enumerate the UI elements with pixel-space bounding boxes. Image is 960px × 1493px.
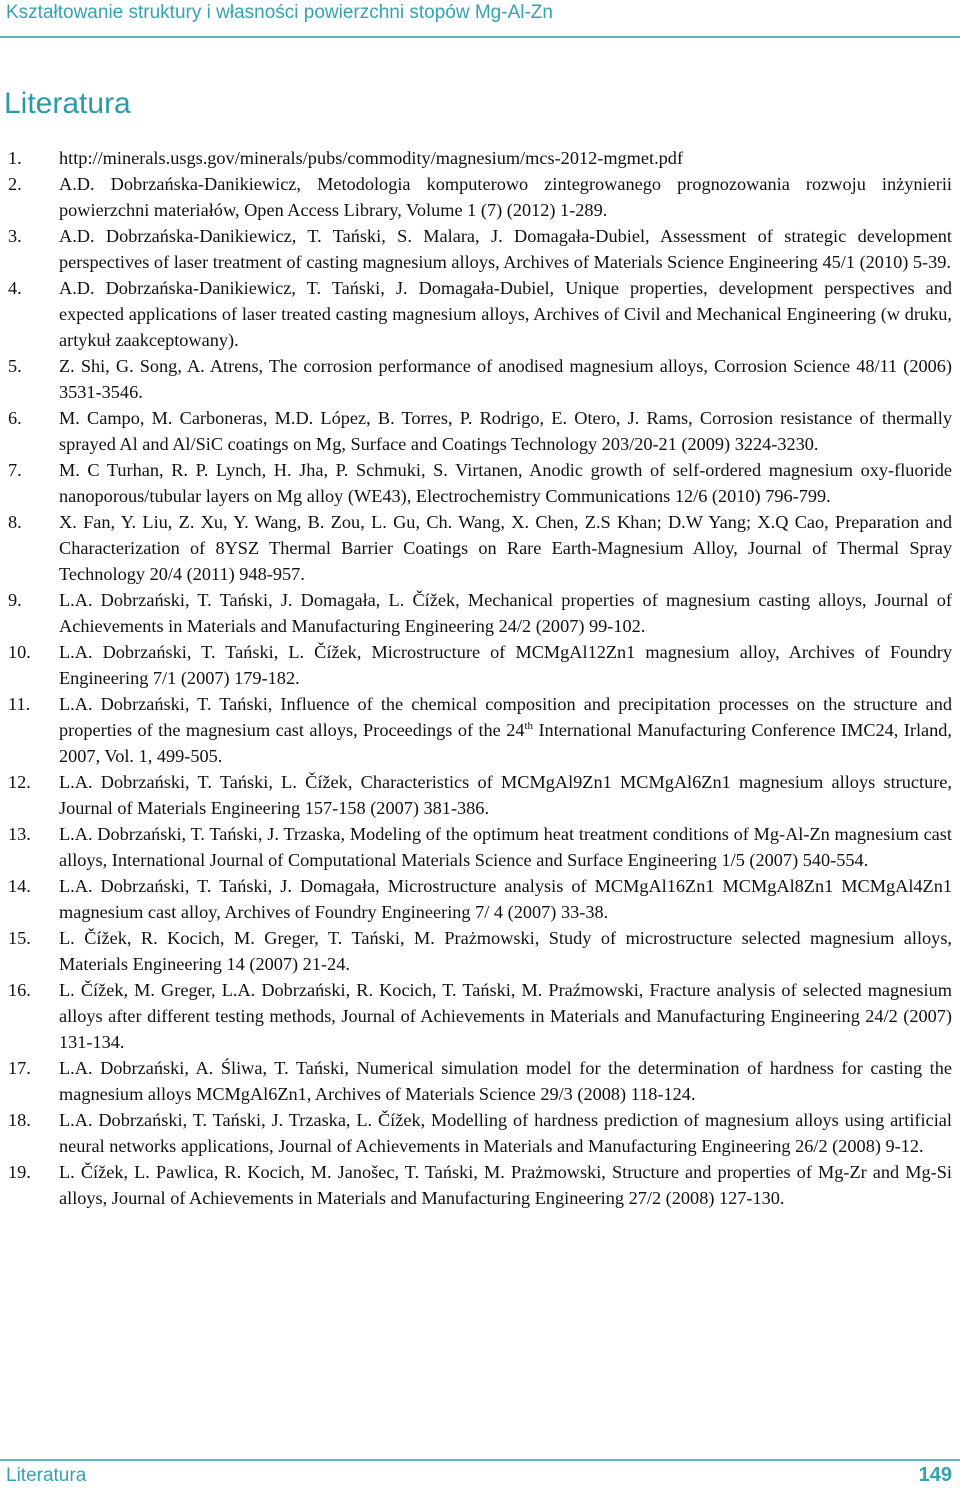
footer-divider	[0, 1459, 960, 1461]
reference-text: M. Campo, M. Carboneras, M.D. López, B. Torres, P. Rodrigo, E. Otero, J. Rams, Corrosion resistance of thermally sprayed Al and Al/SiC coatings on Mg, Surface and Coatings Technology 203/20-21 (2009) 3224-3230.	[59, 408, 952, 454]
reference-number: 16.	[8, 980, 31, 1000]
reference-number: 2.	[8, 174, 22, 194]
reference-text: L.A. Dobrzański, T. Tański, L. Čížek, Characteristics of MCMgAl9Zn1 MCMgAl6Zn1 magnesium alloys structure, Journal of Materials Engineering 157-158 (2007) 381-386.	[59, 772, 952, 818]
header-divider	[0, 36, 960, 38]
reference-number: 7.	[8, 460, 22, 480]
footer-section-label: Literatura	[6, 1465, 87, 1486]
reference-number: 10.	[8, 642, 31, 662]
reference-number: 15.	[8, 928, 31, 948]
reference-number: 19.	[8, 1162, 31, 1182]
reference-text: X. Fan, Y. Liu, Z. Xu, Y. Wang, B. Zou, L. Gu, Ch. Wang, X. Chen, Z.S Khan; D.W Yang; X.Q Cao, Preparation and Characterization of 8YSZ Thermal Barrier Coatings on Rare Earth-Magnesium Alloy, Journal of Thermal Spray Technology 20/4 (2011) 948-957.	[59, 512, 952, 584]
reference-item	[8, 977, 952, 1055]
reference-number: 14.	[8, 876, 31, 896]
reference-number: 9.	[8, 590, 22, 610]
reference-text	[59, 691, 952, 769]
reference-text: L.A. Dobrzański, A. Śliwa, T. Tański, Numerical simulation model for the determination of hardness for casting the magnesium alloys MCMgAl6Zn1, Archives of Materials Science 29/3 (2008) 118-124.	[59, 1058, 952, 1104]
reference-item	[8, 275, 952, 353]
reference-text: L. Čížek, M. Greger, L.A. Dobrzański, R. Kocich, T. Tański, M. Praźmowski, Fracture analysis of selected magnesium alloys after different testing methods, Journal of Achievements in Materials and Manufacturing Engineering 24/2 (2007) 131-134.	[59, 980, 952, 1052]
reference-text: M. C Turhan, R. P. Lynch, H. Jha, P. Schmuki, S. Virtanen, Anodic growth of self-ordered magnesium oxy-fluoride nanoporous/tubular layers on Mg alloy (WE43), Electrochemistry Communications 12/6 (2010) 796-799.	[59, 460, 952, 506]
reference-list	[8, 145, 952, 1211]
reference-text: L. Čížek, R. Kocich, M. Greger, T. Tański, M. Prażmowski, Study of microstructure selected magnesium alloys, Materials Engineering 14 (2007) 21-24.	[59, 928, 952, 974]
reference-text: L.A. Dobrzański, T. Tański, L. Čížek, Microstructure of MCMgAl12Zn1 magnesium alloy, Archives of Foundry Engineering 7/1 (2007) 179-182.	[59, 642, 952, 688]
reference-number: 1.	[8, 148, 22, 168]
reference-number: 6.	[8, 408, 22, 428]
reference-number: 5.	[8, 356, 22, 376]
reference-text: A.D. Dobrzańska-Danikiewicz, Metodologia komputerowo zintegrowanego prognozowania rozwoju inżynierii powierzchni materiałów, Open Access Library, Volume 1 (7) (2012) 1-289.	[59, 174, 952, 220]
reference-item	[8, 405, 952, 457]
reference-text: L.A. Dobrzański, T. Tański, J. Domagała, Microstructure analysis of MCMgAl16Zn1 MCMgAl8Zn1 MCMgAl4Zn1 magnesium cast alloy, Archives of Foundry Engineering 7/ 4 (2007) 33-38.	[59, 876, 952, 922]
reference-item	[8, 223, 952, 275]
reference-number: 11.	[8, 694, 31, 714]
reference-text: Z. Shi, G. Song, A. Atrens, The corrosion performance of anodised magnesium alloys, Corrosion Science 48/11 (2006) 3531-3546.	[59, 356, 952, 402]
reference-item	[8, 821, 952, 873]
page-number: 149	[918, 1464, 952, 1486]
reference-number: 13.	[8, 824, 31, 844]
reference-item	[8, 145, 952, 171]
reference-item	[8, 171, 952, 223]
reference-text: L.A. Dobrzański, T. Tański, J. Trzaska, L. Čížek, Modelling of hardness prediction of magnesium alloys using artificial neural networks applications, Journal of Achievements in Materials and Manufacturing Engineering 26/2 (2008) 9-12.	[59, 1110, 952, 1156]
reference-item	[8, 925, 952, 977]
reference-number: 4.	[8, 278, 22, 298]
reference-item	[8, 873, 952, 925]
reference-item	[8, 769, 952, 821]
reference-item	[8, 587, 952, 639]
reference-item	[8, 1107, 952, 1159]
reference-item	[8, 457, 952, 509]
reference-text-part: International Manufacturing Conference IMC24, Irland, 2007, Vol. 1, 499-505.	[59, 720, 952, 766]
reference-item	[8, 639, 952, 691]
reference-number: 18.	[8, 1110, 31, 1130]
reference-number: 17.	[8, 1058, 31, 1078]
reference-text: L.A. Dobrzański, T. Tański, J. Trzaska, Modeling of the optimum heat treatment conditions of Mg-Al-Zn magnesium cast alloys, International Journal of Computational Materials Science and Surface Engineering 1/5 (2007) 540-554.	[59, 824, 952, 870]
reference-text: L.A. Dobrzański, T. Tański, J. Domagała, L. Čížek, Mechanical properties of magnesium casting alloys, Journal of Achievements in Materials and Manufacturing Engineering 24/2 (2007) 99-102.	[59, 590, 952, 636]
reference-number: 8.	[8, 512, 22, 532]
reference-item	[8, 509, 952, 587]
reference-item	[8, 691, 952, 769]
reference-item	[8, 1055, 952, 1107]
reference-item	[8, 1159, 952, 1211]
ordinal-superscript: th	[524, 719, 534, 732]
running-header: Kształtowanie struktury i własności powierzchni stopów Mg-Al-Zn	[6, 2, 553, 23]
reference-text: L. Čížek, L. Pawlica, R. Kocich, M. Janošec, T. Tański, M. Prażmowski, Structure and properties of Mg-Zr and Mg-Si alloys, Journal of Achievements in Materials and Manufacturing Engineering 27/2 (2008) 127-130.	[59, 1162, 952, 1208]
reference-text: http://minerals.usgs.gov/minerals/pubs/commodity/magnesium/mcs-2012-mgmet.pdf	[59, 148, 684, 168]
reference-text: A.D. Dobrzańska-Danikiewicz, T. Tański, J. Domagała-Dubiel, Unique properties, development perspectives and expected applications of laser treated casting magnesium alloys, Archives of Civil and Mechanical Engineering (w druku, artykuł zaakceptowany).	[59, 278, 952, 350]
section-title: Literatura	[4, 87, 131, 120]
reference-item	[8, 353, 952, 405]
reference-number: 12.	[8, 772, 31, 792]
reference-text-part: L.A. Dobrzański, T. Tański, Influence of the chemical composition and precipitation processes on the structure and properties of the magnesium cast alloys, Proceedings of the 24	[59, 694, 952, 740]
reference-text: A.D. Dobrzańska-Danikiewicz, T. Tański, S. Malara, J. Domagała-Dubiel, Assessment of strategic development perspectives of laser treatment of casting magnesium alloys, Archives of Materials Science Engineering 45/1 (2010) 5-39.	[59, 226, 952, 272]
reference-number: 3.	[8, 226, 22, 246]
